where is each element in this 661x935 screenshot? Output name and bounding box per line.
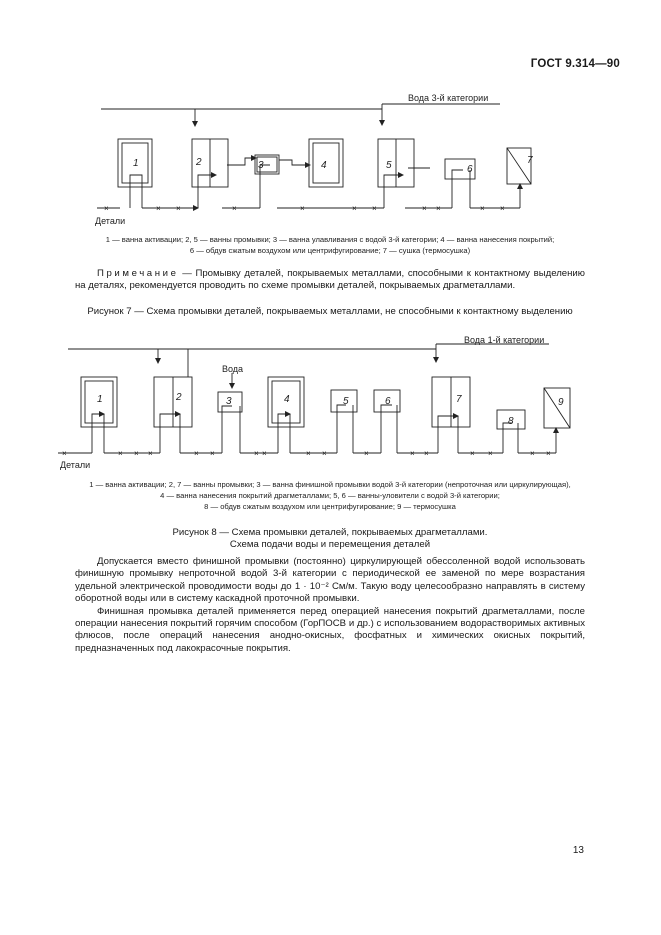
svg-text:×: × bbox=[322, 449, 327, 458]
svg-text:×: × bbox=[104, 204, 109, 213]
figure7-caption: Рисунок 7 — Схема промывки деталей, покрываемых металлами, не способными к контактному выделению bbox=[87, 306, 573, 317]
svg-text:×: × bbox=[410, 449, 415, 458]
svg-text:×: × bbox=[134, 449, 139, 458]
fig8-parts-label: Детали bbox=[60, 460, 91, 470]
caption-line: Схема подачи воды и перемещения деталей bbox=[229, 539, 431, 551]
svg-text:×: × bbox=[352, 204, 357, 213]
svg-text:×: × bbox=[436, 204, 441, 213]
legend-line: 8 — обдув сжатым воздухом или центрифугирование; 9 — термосушка bbox=[204, 502, 456, 511]
svg-text:×: × bbox=[262, 449, 267, 458]
svg-text:×: × bbox=[306, 449, 311, 458]
svg-text:×: × bbox=[480, 204, 485, 213]
fig8-tank-label: 3 bbox=[226, 396, 232, 407]
svg-text:×: × bbox=[500, 204, 505, 213]
svg-text:×: × bbox=[546, 449, 551, 458]
svg-text:×: × bbox=[148, 449, 153, 458]
svg-text:×: × bbox=[530, 449, 535, 458]
svg-text:×: × bbox=[156, 204, 161, 213]
legend-line: 1 — ванна активации; 2, 5 — ванны промывки; 3 — ванна улавливания с водой 3-й категории; 4 — ванна нанесения покрытий; bbox=[105, 235, 555, 244]
fig8-tank-label: 6 bbox=[385, 396, 391, 407]
caption-line: Рисунок 8 — Схема промывки деталей, покрываемых драгметаллами. bbox=[172, 527, 488, 538]
fig7-parts-label: Детали bbox=[95, 216, 126, 226]
fig8-tank-label: 9 bbox=[558, 397, 564, 408]
fig7-tank-label: 7 bbox=[527, 155, 533, 166]
svg-text:×: × bbox=[424, 449, 429, 458]
fig8-tank-label: 1 bbox=[97, 394, 103, 405]
note-label: Примечание bbox=[97, 268, 179, 279]
fig7-tank-label: 1 bbox=[133, 158, 139, 169]
note bbox=[75, 268, 585, 293]
body-text bbox=[75, 556, 585, 655]
fig8-tank-label: 4 bbox=[284, 394, 290, 405]
legend-line: 6 — обдув сжатым воздухом или центрифугирование; 7 — сушка (термосушка) bbox=[189, 246, 471, 255]
svg-text:×: × bbox=[488, 449, 493, 458]
paragraph: Финишная промывка деталей применяется перед операцией нанесения покрытий драгметаллами, после операции нанесения покрытий горячим способом (ГорПОСВ и др.) с использованием водорастворимых активных флюсов, после операций нанесения анодно-окисных, фосфатных и химических окисных покрытий, предназначенных под лакокрасочные покрытия. bbox=[75, 605, 585, 654]
page-number: 13 bbox=[572, 845, 584, 856]
fig7-tank-label: 5 bbox=[386, 160, 392, 171]
document-header: ГОСТ 9.314—90 bbox=[530, 58, 620, 70]
fig7-tank-label: 6 bbox=[467, 164, 473, 175]
svg-text:×: × bbox=[254, 449, 259, 458]
fig8-tank-label: 2 bbox=[176, 392, 182, 403]
fig7-tank-label: 3 bbox=[258, 160, 264, 171]
legend-line: 4 — ванна нанесения покрытий драгметаллами; 5, 6 — ванны-уловители с водой 3-й категории; bbox=[160, 491, 500, 500]
fig7-tank-label: 2 bbox=[196, 157, 202, 168]
svg-text:×: × bbox=[210, 449, 215, 458]
fig7-tank-label: 4 bbox=[321, 160, 327, 171]
figure7-diagram bbox=[97, 104, 531, 208]
paragraph: Допускается вместо финишной промывки (постоянно) циркулирующей обессоленной водой использовать финишную промывку непроточной водой 3-й категории с периодической ее заменой по мере возрастания удельной электрической проводимости воды до 1 · 10⁻² См/м. Такую воду целесообразно направлять в систему оборотной воды или в систему каскадной проточной промывки. bbox=[75, 556, 585, 605]
svg-text:×: × bbox=[118, 449, 123, 458]
figure8-caption bbox=[40, 527, 620, 552]
legend-line: 1 — ванна активации; 2, 7 — ванны промывки; 3 — ванна финишной промывки водой 3-й категории (непроточная или циркулирующая), bbox=[89, 480, 571, 489]
svg-text:×: × bbox=[300, 204, 305, 213]
fig8-water-label: Вода bbox=[222, 364, 244, 374]
note-text: — Промывку деталей, покрываемых металлами, способными к контактному выделению на деталях, рекомендуется проводить по схеме промывки деталей, покрываемых драгметаллами. bbox=[75, 268, 585, 292]
fig8-tank-label: 5 bbox=[343, 396, 349, 407]
fig8-water-top-label: Вода 1-й категории bbox=[464, 335, 545, 345]
svg-text:×: × bbox=[372, 204, 377, 213]
svg-text:×: × bbox=[364, 449, 369, 458]
svg-text:×: × bbox=[62, 449, 67, 458]
fig8-tank-label: 8 bbox=[508, 416, 514, 427]
figure8-diagram bbox=[58, 344, 570, 453]
svg-text:×: × bbox=[232, 204, 237, 213]
svg-text:×: × bbox=[470, 449, 475, 458]
figure8-legend bbox=[40, 479, 620, 512]
svg-text:×: × bbox=[422, 204, 427, 213]
fig8-tank-label: 7 bbox=[456, 394, 462, 405]
figure7-legend bbox=[40, 234, 620, 256]
svg-text:×: × bbox=[194, 449, 199, 458]
svg-text:×: × bbox=[176, 204, 181, 213]
fig7-water-label: Вода 3-й категории bbox=[408, 93, 489, 103]
